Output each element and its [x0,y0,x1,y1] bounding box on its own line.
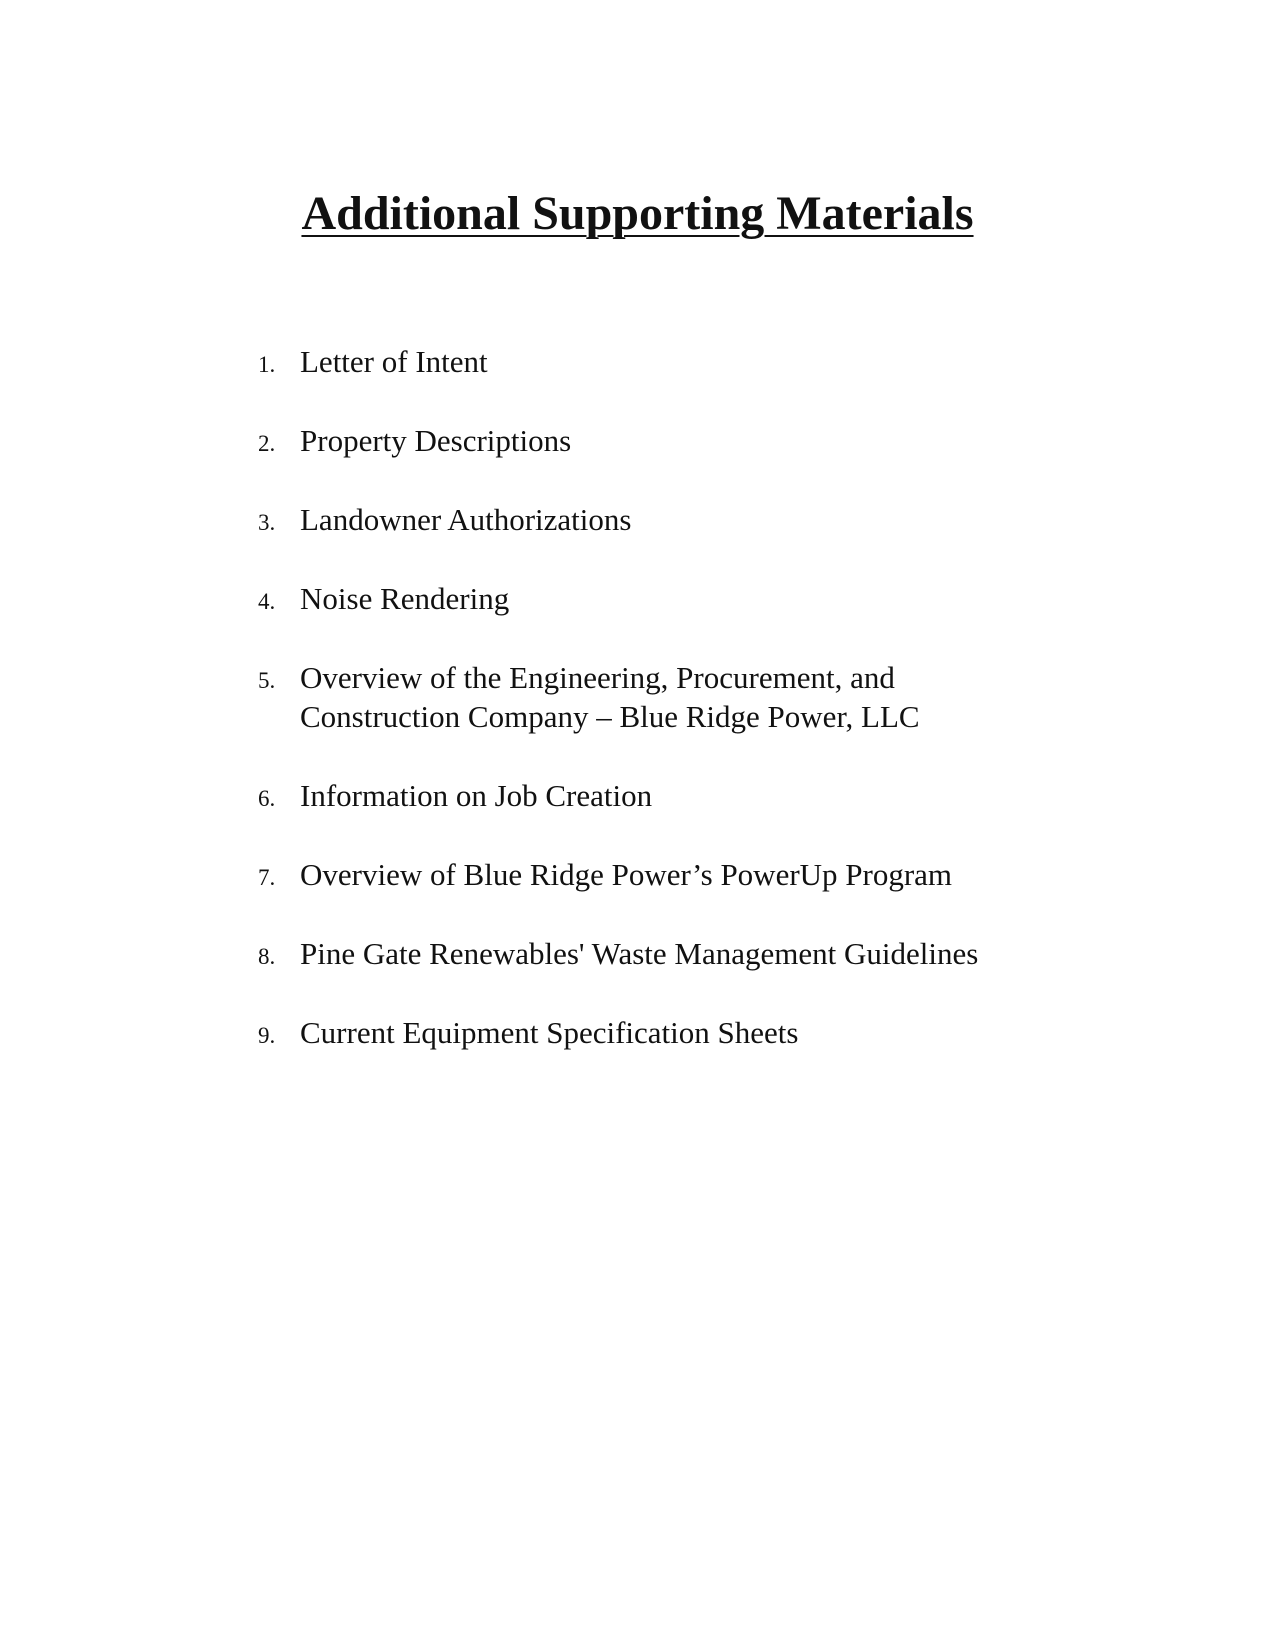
list-item-text: Property Descriptions [300,423,572,458]
list-item-number: 5. [258,668,276,693]
list-item-number: 4. [258,589,276,614]
list-item [258,500,1058,539]
page-title-text: Additional Supporting Materials [301,187,974,240]
list-item-number: 3. [258,510,276,535]
materials-list [258,342,1058,1092]
list-item-text: Current Equipment Specification Sheets [300,1015,799,1050]
list-item [258,342,1058,381]
list-item [258,855,1058,894]
list-item-number: 9. [258,1023,276,1048]
list-item-text: Pine Gate Renewables' Waste Management Guidelines [300,936,979,971]
list-item-number: 2. [258,431,276,456]
list-item-text: Landowner Authorizations [300,502,632,537]
list-item-text: Overview of Blue Ridge Power’s PowerUp Program [300,857,953,892]
list-item-number: 7. [258,865,276,890]
list-item-text: Information on Job Creation [300,778,653,813]
list-item [258,579,1058,618]
list-item [258,1013,1058,1052]
list-item [258,658,1058,736]
list-item-number: 6. [258,786,276,811]
list-item-text: Overview of the Engineering, Procurement, and Construction Company – Blue Ridge Power, LLC [300,660,920,734]
page-title [0,188,1275,241]
list-item-text: Letter of Intent [300,344,488,379]
list-item [258,776,1058,815]
list-item-number: 8. [258,944,276,969]
list-item-number: 1. [258,352,276,377]
list-item-text: Noise Rendering [300,581,510,616]
list-item [258,421,1058,460]
list-item [258,934,1058,973]
